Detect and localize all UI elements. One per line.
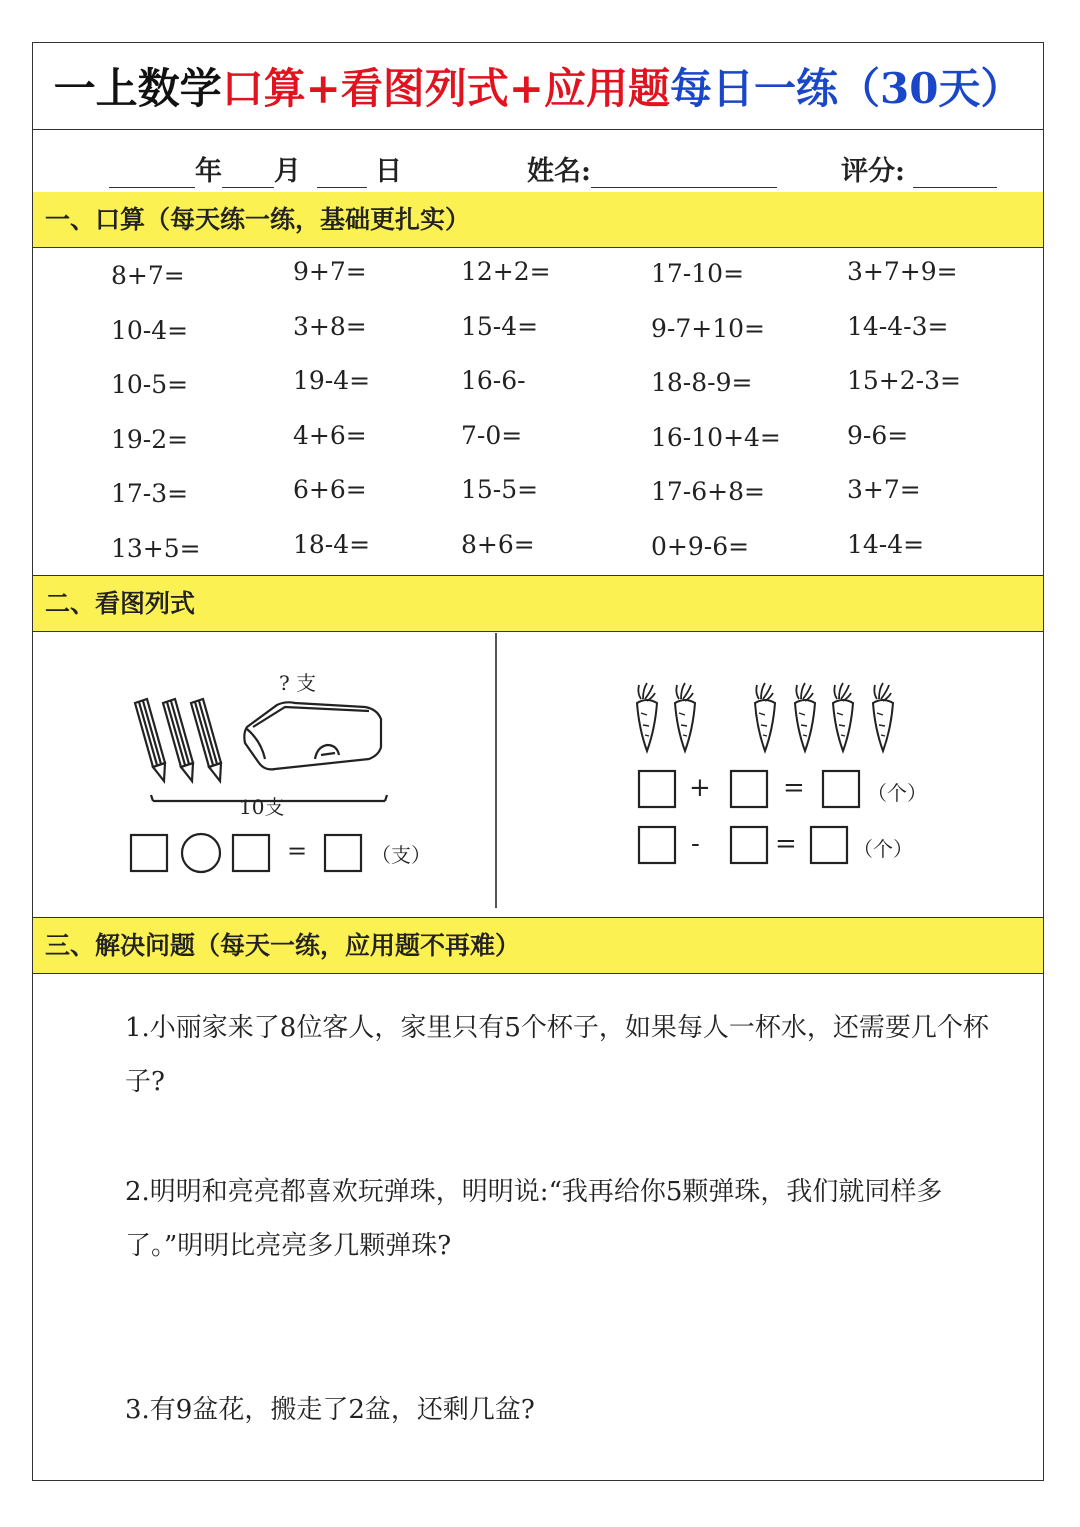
word-problem-2: 2.明明和亮亮都喜欢玩弹珠，明明说:“我再给你5颗弹珠，我们就同样多了。”明明比亮亮多几颗弹珠?	[125, 1177, 943, 1261]
title-grade-subject: 一上数学	[53, 64, 222, 113]
worksheet	[32, 42, 1044, 1481]
calc-item: 16-10+4=	[651, 422, 781, 452]
pencil-case-icon	[244, 702, 381, 769]
day-blank[interactable]	[317, 161, 367, 188]
calc-item: 17-10=	[651, 259, 745, 288]
carrot-icon	[755, 683, 775, 751]
pencil-icon	[191, 699, 221, 781]
answer-box[interactable]	[639, 771, 675, 807]
picture-right	[497, 633, 1045, 917]
section1-header: 一、口算（每天练一练，基础更扎实）	[33, 192, 1043, 248]
picture-left	[33, 633, 495, 917]
calc-item: 14-4-3=	[847, 311, 949, 341]
answer-box[interactable]	[811, 827, 847, 863]
calc-item: 3+8=	[293, 311, 367, 341]
score-label: 评分:	[841, 156, 905, 187]
section3-header: 三、解决问题（每天一练，应用题不再难）	[33, 918, 1043, 974]
left-equation-boxes	[129, 831, 369, 875]
addition-boxes	[637, 769, 877, 811]
page-title	[33, 43, 1043, 130]
score-blank[interactable]	[913, 161, 997, 188]
operator-circle[interactable]	[182, 834, 220, 872]
calc-item: 9-7+10=	[651, 313, 765, 343]
carrot-icon	[795, 683, 815, 751]
day-label: 日	[375, 156, 402, 187]
calc-item: 14-4=	[847, 529, 925, 559]
calc-item: 18-8-9=	[651, 368, 753, 397]
year-label: 年	[195, 156, 222, 187]
calc-item: 3+7=	[847, 475, 921, 504]
calc-item: 19-4=	[293, 366, 371, 395]
answer-box[interactable]	[731, 827, 767, 863]
total-count-label: 10支	[239, 795, 285, 819]
carrot-icon	[873, 683, 893, 751]
calc-item: 10-5=	[111, 370, 189, 399]
month-label: 月	[274, 156, 301, 187]
month-blank[interactable]	[222, 161, 274, 188]
word-problem-3: 3.有9盆花，搬走了2盆，还剩几盆?	[125, 1395, 535, 1425]
calc-item: 18-4=	[293, 529, 371, 559]
unit-label: （支）	[371, 843, 431, 867]
answer-box[interactable]	[233, 835, 269, 871]
calc-item: 8+6=	[461, 529, 535, 559]
calc-item: 8+7=	[111, 261, 185, 290]
carrots-illustration	[633, 679, 933, 769]
calc-item: 7-0=	[461, 420, 523, 450]
calc-item: 15+2-3=	[847, 366, 961, 395]
answer-box[interactable]	[731, 771, 767, 807]
date-field[interactable]	[109, 149, 402, 188]
calc-item: 15-4=	[461, 311, 539, 341]
equals-sign: =	[783, 773, 805, 803]
info-row	[33, 129, 1043, 193]
answer-box[interactable]	[131, 835, 167, 871]
calc-item: 17-6+8=	[651, 477, 765, 506]
pencil-icon	[163, 699, 193, 781]
minus-sign: -	[691, 829, 700, 859]
unit-label: （个）	[867, 781, 927, 805]
unit-label: （个）	[853, 837, 913, 861]
calc-item: 13+5=	[111, 533, 201, 563]
name-blank[interactable]	[591, 161, 777, 188]
calc-item: 0+9-6=	[651, 531, 750, 561]
answer-box[interactable]	[325, 835, 361, 871]
equals-sign: =	[775, 829, 797, 859]
calc-item: 12+2=	[461, 257, 551, 286]
question-count-label: ? 支	[279, 671, 317, 695]
calc-item: 9+7=	[293, 257, 367, 286]
calc-item: 15-5=	[461, 475, 539, 504]
title-topics: 口算+看图列式+应用题	[221, 64, 670, 113]
title-daily: 每日一练（30天）	[669, 64, 1023, 113]
calc-item: 16-6-	[461, 366, 526, 395]
calc-item: 10-4=	[111, 315, 189, 345]
carrot-icon	[637, 683, 657, 751]
answer-box[interactable]	[639, 827, 675, 863]
pencil-icon	[135, 699, 165, 781]
section2-header: 二、看图列式	[33, 576, 1043, 632]
carrot-icon	[675, 683, 695, 751]
calc-item: 4+6=	[293, 420, 367, 450]
answer-box[interactable]	[823, 771, 859, 807]
subtraction-boxes	[637, 825, 877, 867]
calc-item: 6+6=	[293, 475, 367, 504]
calc-item: 9-6=	[847, 420, 909, 450]
word-problem-1: 1.小丽家来了8位客人，家里只有5个杯子，如果每人一杯水，还需要几个杯子?	[125, 1013, 989, 1097]
equals-sign: =	[287, 837, 308, 865]
plus-sign: +	[689, 773, 711, 803]
year-blank[interactable]	[109, 161, 195, 188]
name-label: 姓名:	[527, 156, 591, 187]
score-field[interactable]	[841, 149, 997, 188]
name-field[interactable]	[527, 149, 777, 188]
calc-item: 19-2=	[111, 424, 189, 454]
carrot-icon	[833, 683, 853, 751]
calc-item: 17-3=	[111, 479, 189, 508]
calc-item: 3+7+9=	[847, 257, 958, 286]
